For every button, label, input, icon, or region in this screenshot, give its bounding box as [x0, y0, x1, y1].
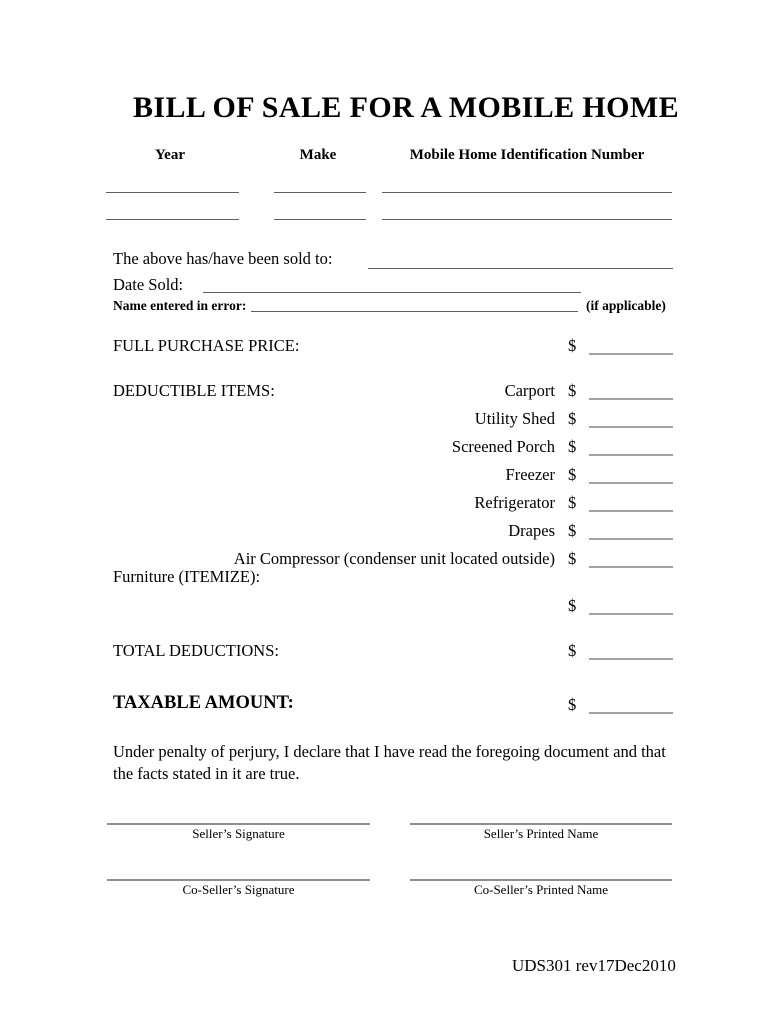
- make-field-1[interactable]: [274, 192, 366, 193]
- seller-printed-name-label: Seller’s Printed Name: [483, 826, 599, 841]
- amount-field-drapes[interactable]: [589, 538, 673, 540]
- id-number-field-2[interactable]: [382, 219, 672, 220]
- deductible-label-screened-porch: Screened Porch: [451, 437, 555, 456]
- taxable-amount-field[interactable]: [589, 712, 673, 714]
- currency-symbol: $: [568, 549, 577, 568]
- currency-symbol: $: [568, 409, 577, 428]
- amount-field-furniture[interactable]: [589, 613, 673, 615]
- make-field-2[interactable]: [274, 219, 366, 220]
- currency-symbol: $: [568, 641, 577, 660]
- perjury-declaration: Under penalty of perjury, I declare that I have read the foregoing document and that the facts stated in it are true.: [113, 742, 666, 783]
- deductible-label-refrigerator: Refrigerator: [474, 493, 555, 512]
- full-purchase-price-label: FULL PURCHASE PRICE:: [113, 336, 300, 355]
- form-revision-id: UDS301 rev17Dec2010: [512, 956, 676, 975]
- column-header-id-number: Mobile Home Identification Number: [409, 147, 645, 163]
- column-header-make: Make: [299, 147, 337, 163]
- currency-symbol: $: [568, 465, 577, 484]
- taxable-amount-label: TAXABLE AMOUNT:: [113, 693, 294, 713]
- name-error-note: (if applicable): [586, 298, 666, 313]
- co-seller-printed-name-label: Co-Seller’s Printed Name: [473, 882, 609, 897]
- sold-to-label: The above has/have been sold to:: [113, 249, 333, 268]
- amount-field-air-compressor[interactable]: [589, 566, 673, 568]
- total-deductions-label: TOTAL DEDUCTIONS:: [113, 641, 279, 660]
- currency-symbol: $: [568, 695, 577, 714]
- co-seller-signature-field[interactable]: [107, 879, 370, 881]
- sold-to-field[interactable]: [368, 268, 673, 269]
- amount-field-freezer[interactable]: [589, 482, 673, 484]
- deductible-label-utility-shed: Utility Shed: [474, 409, 555, 428]
- deductible-label-carport: Carport: [504, 381, 555, 400]
- amount-field-refrigerator[interactable]: [589, 510, 673, 512]
- amount-field-carport[interactable]: [589, 398, 673, 400]
- seller-printed-name-field[interactable]: [410, 823, 672, 825]
- seller-signature-label: Seller’s Signature: [192, 826, 285, 841]
- id-number-field-1[interactable]: [382, 192, 672, 193]
- deductible-label-drapes: Drapes: [508, 521, 555, 540]
- deductible-label-air-compressor: Air Compressor (condenser unit located outside): [233, 549, 555, 568]
- currency-symbol: $: [568, 521, 577, 540]
- date-sold-field[interactable]: [203, 292, 581, 293]
- amount-field-screened-porch[interactable]: [589, 454, 673, 456]
- currency-symbol: $: [568, 596, 577, 615]
- co-seller-signature-label: Co-Seller’s Signature: [182, 882, 295, 897]
- deductible-label-freezer: Freezer: [505, 465, 555, 484]
- currency-symbol: $: [568, 437, 577, 456]
- name-error-field[interactable]: [251, 311, 578, 312]
- deductibles-heading: DEDUCTIBLE ITEMS:: [113, 381, 275, 400]
- total-deductions-field[interactable]: [589, 658, 673, 660]
- full-purchase-price-field[interactable]: [589, 353, 673, 355]
- year-field-2[interactable]: [106, 219, 239, 220]
- name-error-label: Name entered in error:: [113, 298, 247, 313]
- co-seller-printed-name-field[interactable]: [410, 879, 672, 881]
- seller-signature-field[interactable]: [107, 823, 370, 825]
- currency-symbol: $: [568, 336, 577, 355]
- page-title: BILL OF SALE FOR A MOBILE HOME: [133, 91, 679, 124]
- furniture-itemize-label: Furniture (ITEMIZE):: [113, 567, 261, 586]
- date-sold-label: Date Sold:: [113, 275, 184, 294]
- currency-symbol: $: [568, 381, 577, 400]
- column-header-year: Year: [155, 147, 185, 163]
- amount-field-utility-shed[interactable]: [589, 426, 673, 428]
- currency-symbol: $: [568, 493, 577, 512]
- year-field-1[interactable]: [106, 192, 239, 193]
